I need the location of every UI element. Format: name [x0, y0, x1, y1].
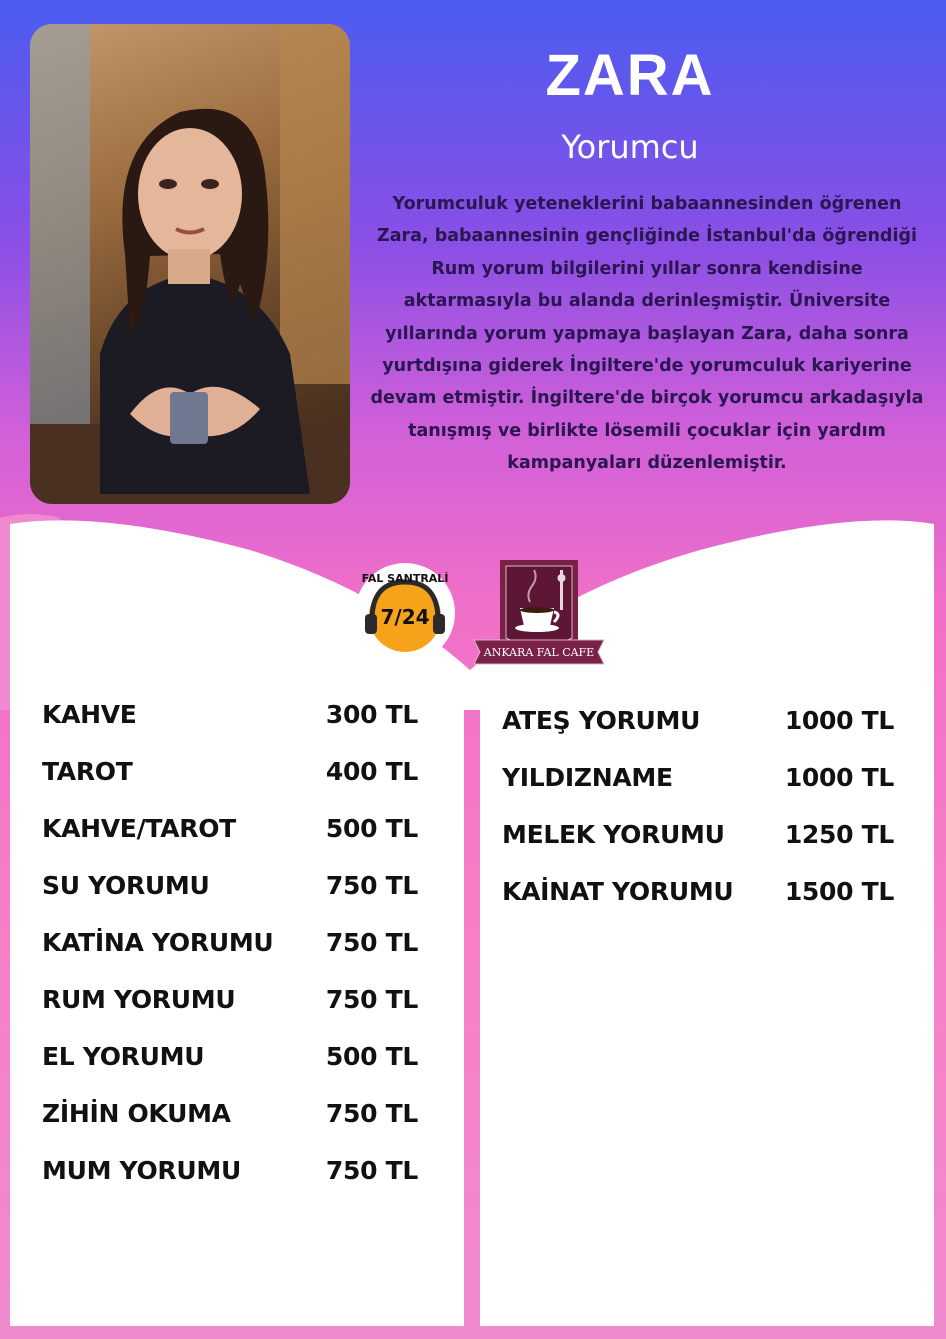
price-row	[42, 928, 442, 985]
price-row	[42, 700, 442, 757]
service-price: 1000 TL	[784, 706, 894, 735]
service-name: ATEŞ YORUMU	[502, 706, 701, 735]
service-price: 750 TL	[325, 871, 418, 900]
service-price: 750 TL	[325, 985, 418, 1014]
service-price: 300 TL	[325, 700, 418, 729]
service-price: 1250 TL	[784, 820, 894, 849]
price-row	[42, 814, 442, 871]
profile-photo	[30, 24, 350, 504]
price-row	[502, 706, 912, 763]
service-name: KAHVE/TAROT	[42, 814, 236, 843]
service-name: MUM YORUMU	[42, 1156, 241, 1185]
service-name: RUM YORUMU	[42, 985, 236, 1014]
price-row	[42, 871, 442, 928]
price-row	[42, 1042, 442, 1099]
service-name: KATİNA YORUMU	[42, 928, 274, 957]
price-list-right	[502, 706, 912, 934]
reader-role: Yorumcu	[561, 128, 699, 166]
service-price: 500 TL	[325, 814, 418, 843]
service-name: MELEK YORUMU	[502, 820, 725, 849]
service-price: 500 TL	[325, 1042, 418, 1071]
service-name: KAİNAT YORUMU	[502, 877, 734, 906]
price-row	[42, 757, 442, 814]
service-price: 400 TL	[325, 757, 418, 786]
price-row	[502, 820, 912, 877]
fal-santrali-center-text: 7/24	[380, 605, 430, 629]
reader-bio: Yorumculuk yeteneklerini babaannesinden öğrenen Zara, babaannesinin gençliğinde İstanbul'da öğrendiği Rum yorum bilgilerini yıllar sonra kendisine aktarmasıyla bu alanda derinleşmiştir. Üniversite yıllarında yorum yapmaya başlayan Zara, daha sonra yurtdışına giderek İngiltere'de yorumculuk kariyerine devam etmiştir. İngiltere'de birçok yorumcu arkadaşıyla tanışmış ve birlikte lösemili çocuklar için yardım kampanyaları düzenlemiştir.	[370, 194, 924, 474]
service-name: YILDIZNAME	[502, 763, 673, 792]
service-price: 1500 TL	[784, 877, 894, 906]
price-row	[502, 763, 912, 820]
price-row	[42, 1099, 442, 1156]
ankara-fal-cafe-banner-text: ANKARA FAL CAFE	[483, 646, 595, 659]
service-name: ZİHİN OKUMA	[42, 1099, 231, 1128]
service-name: TAROT	[42, 757, 133, 786]
price-row	[42, 1156, 442, 1213]
service-name: KAHVE	[42, 700, 137, 729]
fal-santrali-top-text: FAL SANTRALİ	[361, 572, 449, 585]
service-price: 1000 TL	[784, 763, 894, 792]
portrait-illustration	[30, 24, 350, 504]
service-name: EL YORUMU	[42, 1042, 205, 1071]
fal-santrali-logo	[352, 560, 458, 666]
service-price: 750 TL	[325, 928, 418, 957]
ankara-fal-cafe-logo	[470, 556, 608, 668]
service-name: SU YORUMU	[42, 871, 210, 900]
price-list-left	[42, 700, 442, 1213]
service-price: 750 TL	[325, 1099, 418, 1128]
reader-name: ZARA	[545, 43, 715, 108]
price-row	[502, 877, 912, 934]
price-row	[42, 985, 442, 1042]
service-price: 750 TL	[325, 1156, 418, 1185]
